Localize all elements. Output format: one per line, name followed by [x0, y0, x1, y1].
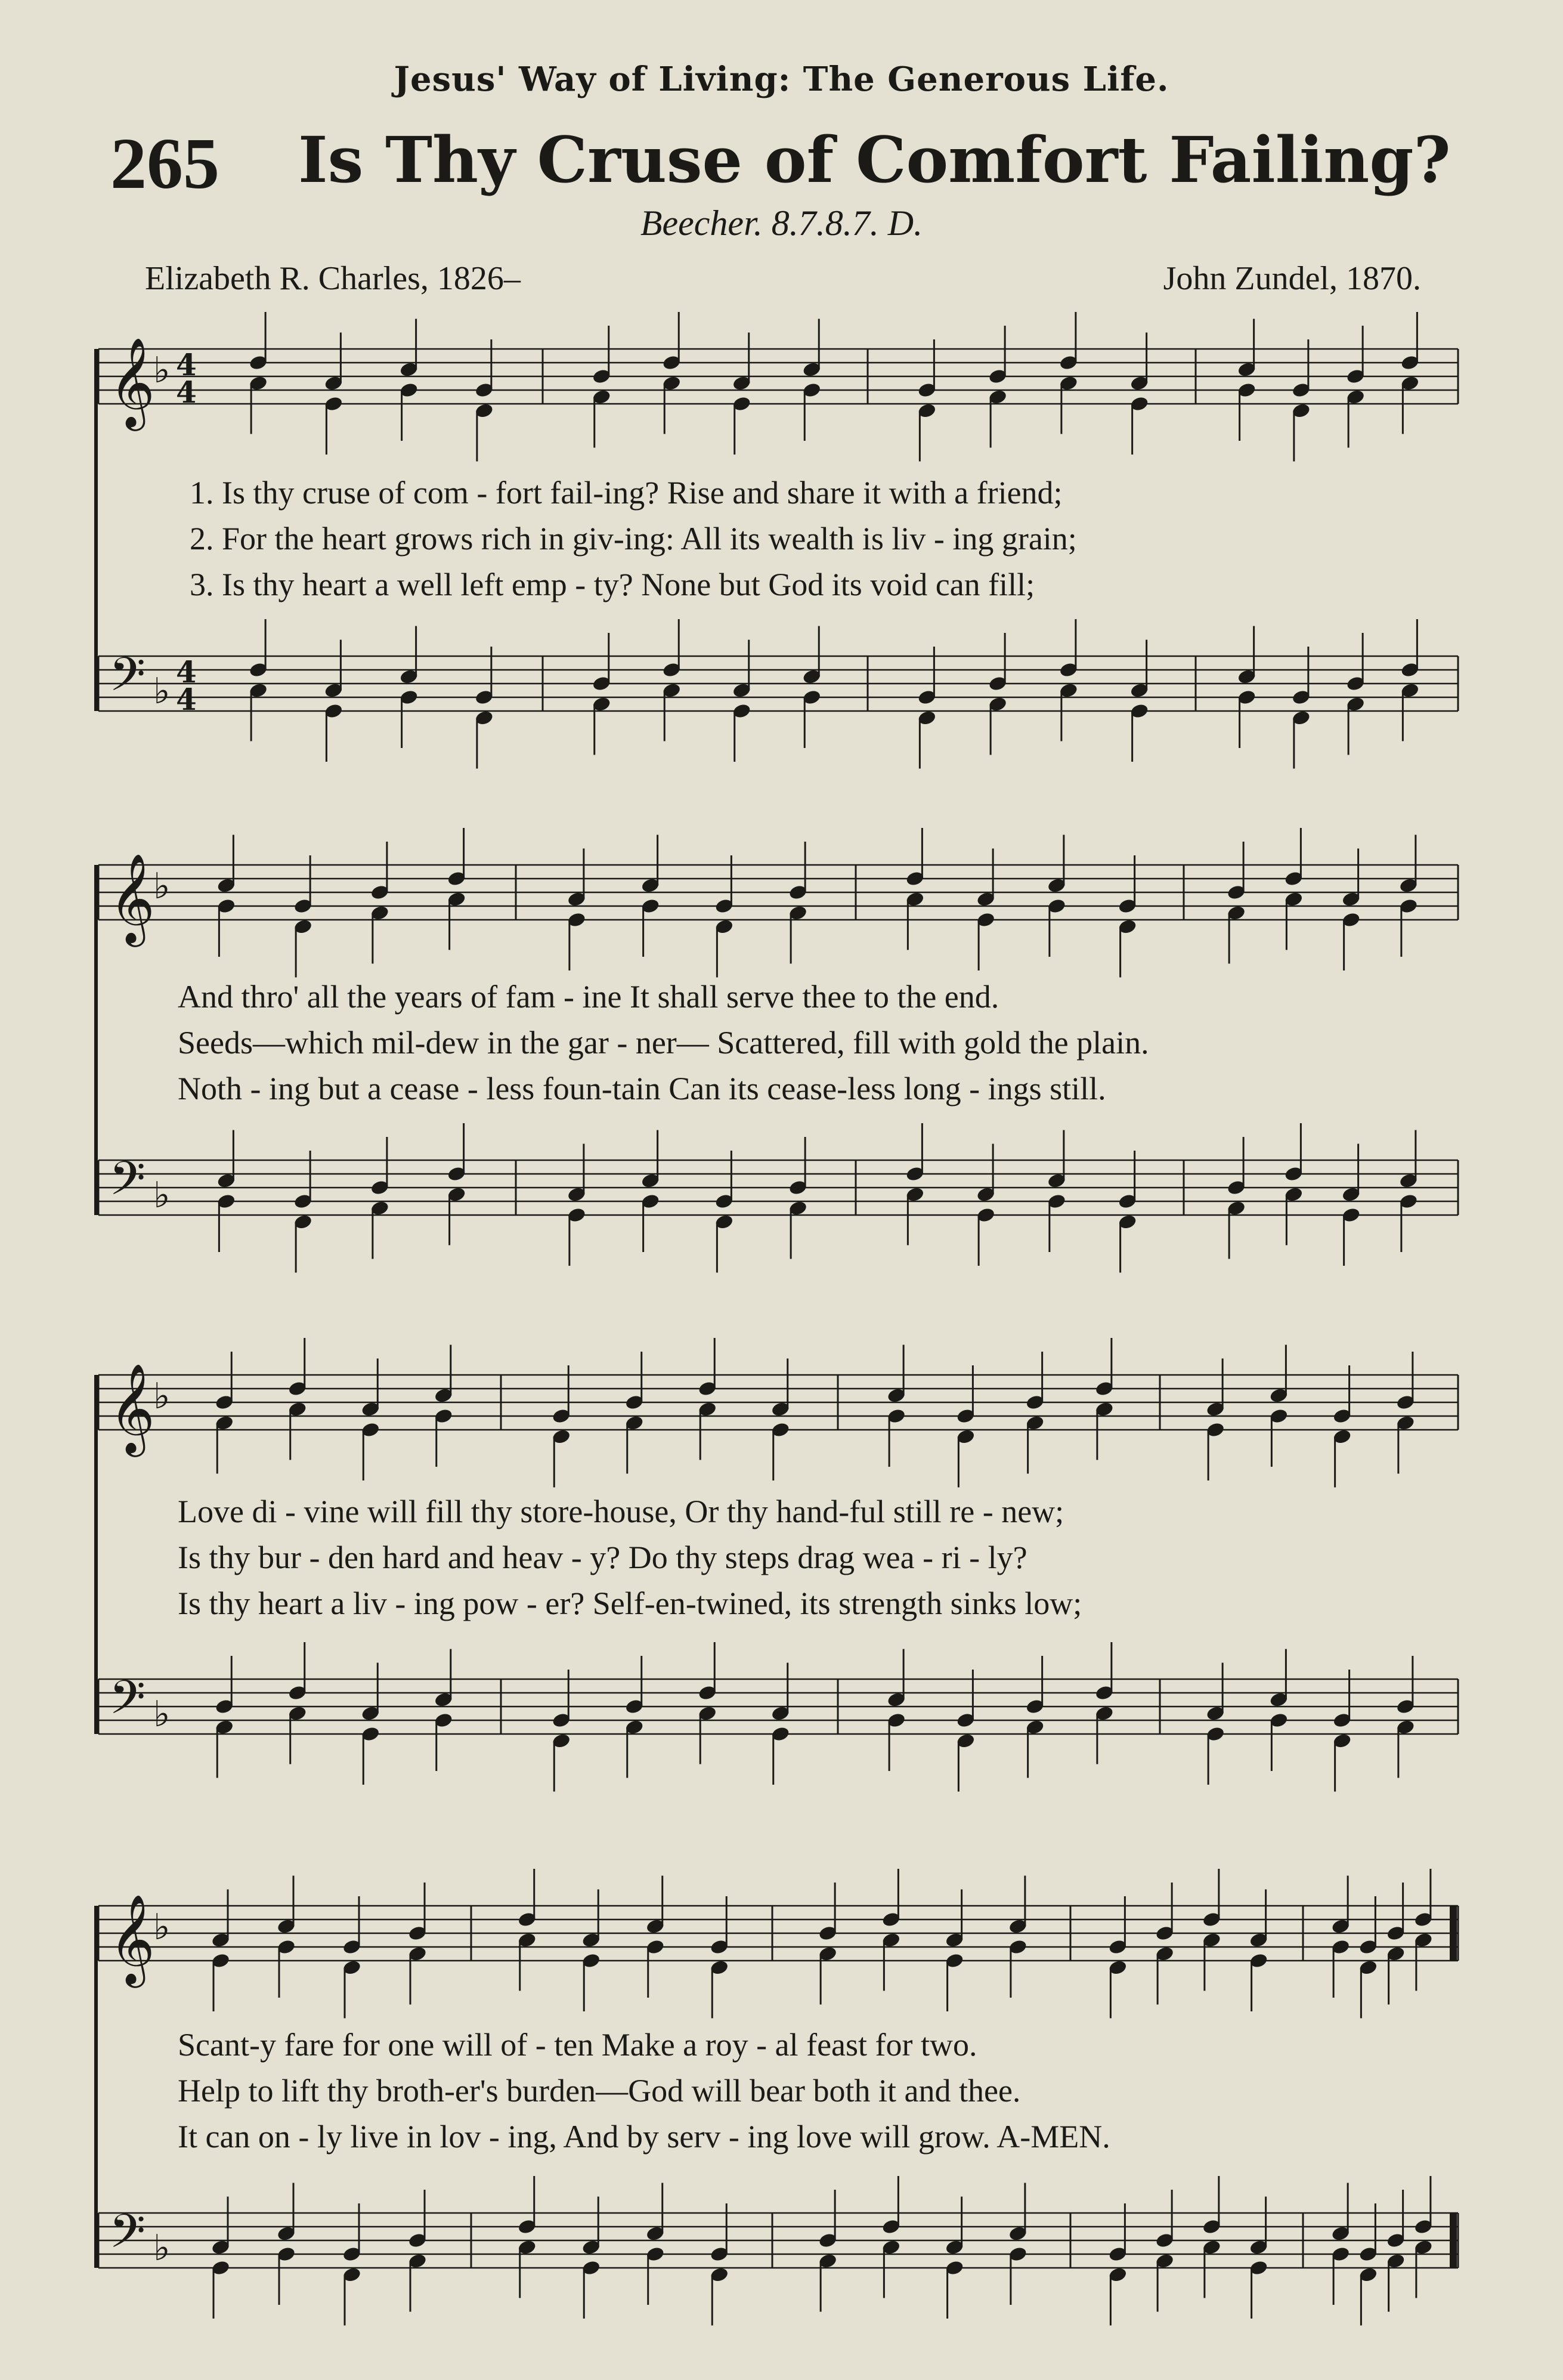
- system-1-verse-1: 1. Is thy cruse of com - fort fail-ing? Rise and share it with a friend;: [190, 475, 1063, 511]
- music-composer: John Zundel, 1870.: [1163, 260, 1421, 297]
- time-signature: 4: [176, 682, 197, 717]
- flat-icon: ♭: [153, 1906, 171, 1948]
- flat-icon: ♭: [153, 1693, 171, 1735]
- system-2-verse-3: Noth - ing but a cease - less foun-tain Can its cease-less long - ings still.: [178, 1071, 1106, 1106]
- bass-clef-icon: 𝄢: [109, 648, 146, 713]
- system-4-verse-2: Help to lift thy broth-er's burden—God will bear both it and thee.: [178, 2073, 1021, 2109]
- words-author: Elizabeth R. Charles, 1826–: [145, 260, 521, 297]
- final-barline: [1450, 1906, 1457, 1961]
- time-signature: 4: [176, 347, 197, 382]
- time-signature: 4: [176, 654, 197, 690]
- system-1-verse-3: 3. Is thy heart a well left emp - ty? None but God its void can fill;: [190, 567, 1035, 602]
- system-3-verse-3: Is thy heart a liv - ing pow - er? Self-en-twined, its strength sinks low;: [178, 1585, 1082, 1621]
- flat-icon: ♭: [153, 1174, 171, 1216]
- hymn-title: Is Thy Cruse of Comfort Failing?: [298, 122, 1451, 197]
- flat-icon: ♭: [153, 670, 171, 712]
- flat-icon: ♭: [153, 350, 171, 391]
- system-1-verse-2: 2. For the heart grows rich in giv-ing: All its wealth is liv - ing grain;: [190, 521, 1077, 557]
- system-2-verse-2: Seeds—which mil-dew in the gar - ner— Scattered, fill with gold the plain.: [178, 1025, 1149, 1061]
- system-2-verse-1: And thro' all the years of fam - ine It shall serve thee to the end.: [178, 979, 999, 1015]
- bass-clef-icon: 𝄢: [109, 2205, 146, 2270]
- hymn-number: 265: [110, 123, 219, 204]
- treble-clef-icon: 𝄞: [109, 1893, 155, 1984]
- time-signature: 4: [176, 375, 197, 410]
- system-4-verse-3: It can on - ly live in lov - ing, And by serv - ing love will grow. A-MEN.: [178, 2119, 1110, 2155]
- tune-meter: Beecher. 8.7.8.7. D.: [640, 203, 923, 243]
- system-3-verse-1: Love di - vine will fill thy store-house, Or thy hand-ful still re - new;: [178, 1494, 1064, 1529]
- treble-clef-icon: 𝄞: [109, 336, 155, 427]
- section-title: Jesus' Way of Living: The Generous Life.: [394, 60, 1169, 99]
- flat-icon: ♭: [153, 1376, 171, 1417]
- bass-clef-icon: 𝄢: [109, 1671, 146, 1736]
- treble-clef-icon: 𝄞: [109, 1362, 155, 1453]
- bass-clef-icon: 𝄢: [109, 1152, 146, 1217]
- system-3-verse-2: Is thy bur - den hard and heav - y? Do thy steps drag wea - ri - ly?: [178, 1540, 1027, 1575]
- treble-clef-icon: 𝄞: [109, 852, 155, 943]
- system-4-verse-1: Scant-y fare for one will of - ten Make a roy - al feast for two.: [178, 2027, 977, 2063]
- flat-icon: ♭: [153, 866, 171, 907]
- flat-icon: ♭: [153, 2227, 171, 2269]
- final-barline: [1450, 2213, 1457, 2268]
